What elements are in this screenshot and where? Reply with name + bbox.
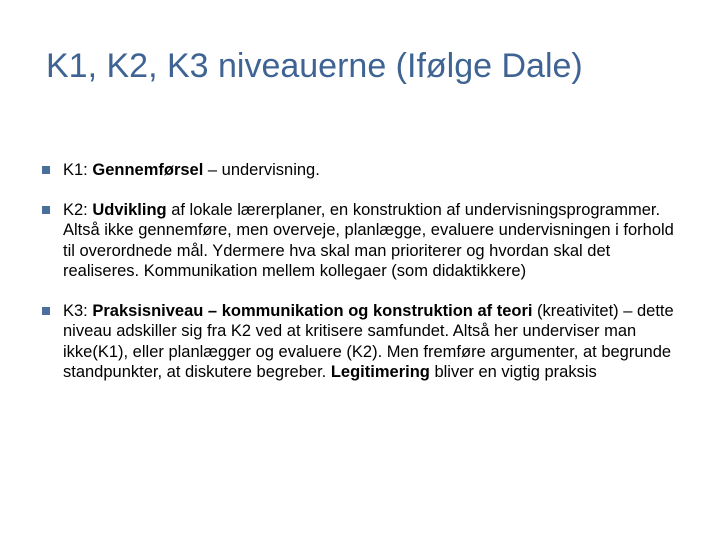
bullet-k1-text: – undervisning. — [203, 161, 320, 179]
square-bullet-icon — [42, 206, 50, 214]
bullet-k3-text: (kreativitet) – dette niveau adskiller sig fra K2 ved at kritisere samfundet. Altså her underviser man ikke(K1), eller planlægger og evaluere (K2). Men fremføre argumenter, at begrunde standpunkter, at diskutere begreber. — [63, 301, 674, 381]
bullet-k3-text2: bliver en vigtig praksis — [429, 363, 597, 381]
bullet-k2-prefix: K2: — [63, 200, 93, 219]
bullet-k2-text: af lokale lærerplaner, en konstruktion af undervisningsprogrammer. Altså ikke gennemføre, men overveje, planlægge, evaluere undervisningen i forhold til overordnede mål. Ydermere hva skal man prioriterer og hvordan skal det realiseres. Kommunikation mellem kollegaer (som didaktikkere) — [63, 200, 674, 280]
bullet-k1-bold: Gennemførsel — [92, 161, 204, 179]
bullet-k2-bold: Udvikling — [92, 200, 167, 219]
bullet-k2 — [40, 200, 680, 282]
square-bullet-icon — [42, 307, 50, 315]
square-bullet-icon — [42, 166, 50, 174]
bullet-list — [40, 160, 680, 402]
bullet-k3-bold2: Legitimering — [330, 363, 430, 381]
slide-title: K1, K2, K3 niveauerne (Ifølge Dale) — [46, 47, 583, 85]
bullet-k3 — [40, 301, 680, 383]
bullet-k1 — [40, 160, 680, 181]
bullet-k3-bold: Praksisniveau – kommunikation og konstruktion af teori — [92, 301, 533, 320]
bullet-k1-prefix: K1: — [63, 161, 93, 179]
bullet-k3-prefix: K3: — [63, 301, 93, 320]
